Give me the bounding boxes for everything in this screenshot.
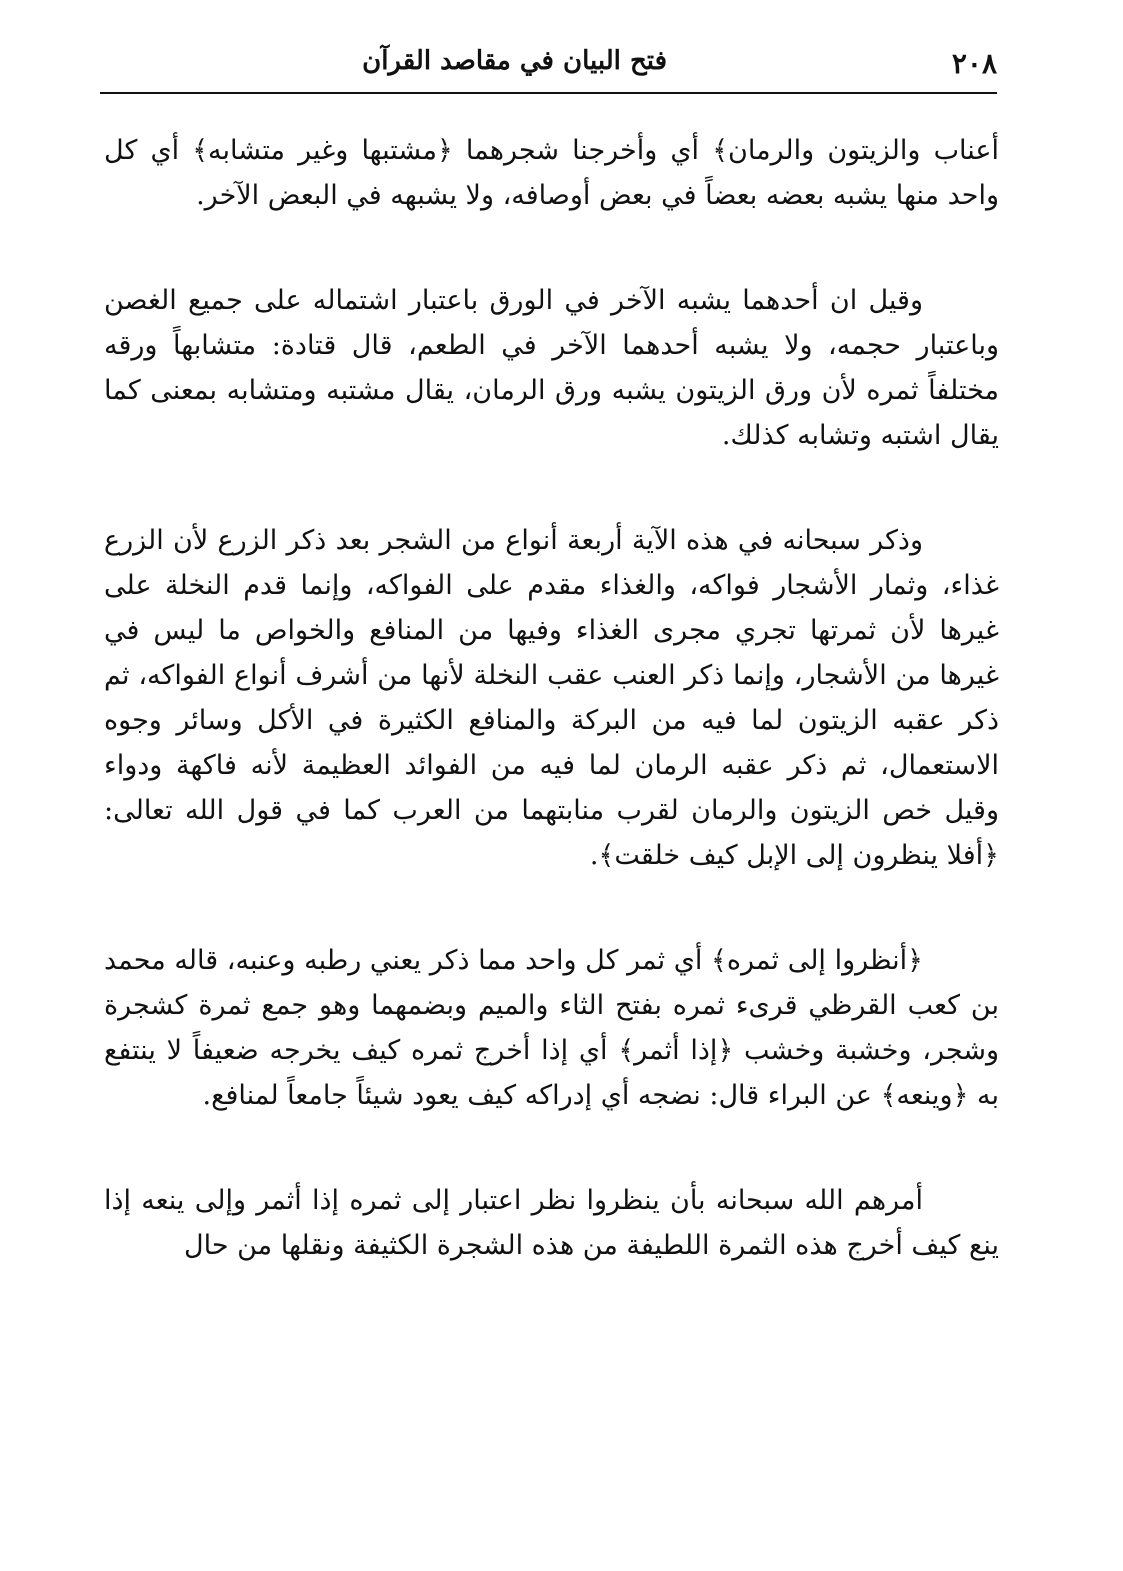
paragraph: وقيل ان أحدهما يشبه الآخر في الورق باعتبار اشتماله على جميع الغصن وباعتبار حجمه، ولا يشبه أحدهما الآخر في الطعم، قال قتادة: متشابهاً ورقه مختلفاً ثمره لأن ورق الزيتون يشبه ورق الرمان، يقال مشتبه ومتشابه بمعنى كما يقال اشتبه وتشابه كذلك. (104, 285, 999, 451)
paragraph-continuation: أعناب والزيتون والرمان﴾ أي وأخرجنا شجرهما ﴿مشتبها وغير متشابه﴾ أي كل واحد منها يشبه بعضه بعضاً في بعض أوصافه، ولا يشبهه في البعض الآخر. (104, 135, 999, 211)
paragraph: أمرهم الله سبحانه بأن ينظروا نظر اعتبار إلى ثمره إذا أثمر وإلى ينعه إذا ينع كيف أخرج هذه الثمرة اللطيفة من هذه الشجرة الكثيفة ونقلها من حال (104, 1185, 999, 1261)
page-number: ٢٠٨ (951, 47, 997, 80)
running-title: فتح البيان في مقاصد القرآن (362, 46, 667, 76)
header-rule (100, 92, 997, 94)
page-header (100, 40, 997, 92)
paragraph: ﴿أنظروا إلى ثمره﴾ أي ثمر كل واحد مما ذكر يعني رطبه وعنبه، قاله محمد بن كعب القرظي قرىء ثمره بفتح الثاء والميم وبضمهما وهو جمع ثمرة كشجرة وشجر، وخشبة وخشب ﴿إذا أثمر﴾ أي إذا أخرج ثمره كيف يخرجه ضعيفاً لا ينتفع به ﴿وينعه﴾ عن البراء قال: نضجه أي إدراكه كيف يعود شيئاً جامعاً لمنافع. (104, 945, 999, 1111)
paragraph: وذكر سبحانه في هذه الآية أربعة أنواع من الشجر بعد ذكر الزرع لأن الزرع غذاء، وثمار الأشجار فواكه، والغذاء مقدم على الفواكه، وإنما قدم النخلة على غيرها لأن ثمرتها تجري مجرى الغذاء وفيها من المنافع والخواص ما ليس في غيرها من الأشجار، وإنما ذكر العنب عقب النخلة لأنها من أشرف أنواع الفواكه، ثم ذكر عقبه الزيتون لما فيه من البركة والمنافع الكثيرة في الأكل وسائر وجوه الاستعمال، ثم ذكر عقبه الرمان لما فيه من الفوائد العظيمة لأنه فاكهة ودواء وقيل خص الزيتون والرمان لقرب منابتهما من العرب كما في قول الله تعالى: ﴿أفلا ينظرون إلى الإبل كيف خلقت﴾. (104, 525, 999, 871)
body-text (104, 128, 999, 1268)
